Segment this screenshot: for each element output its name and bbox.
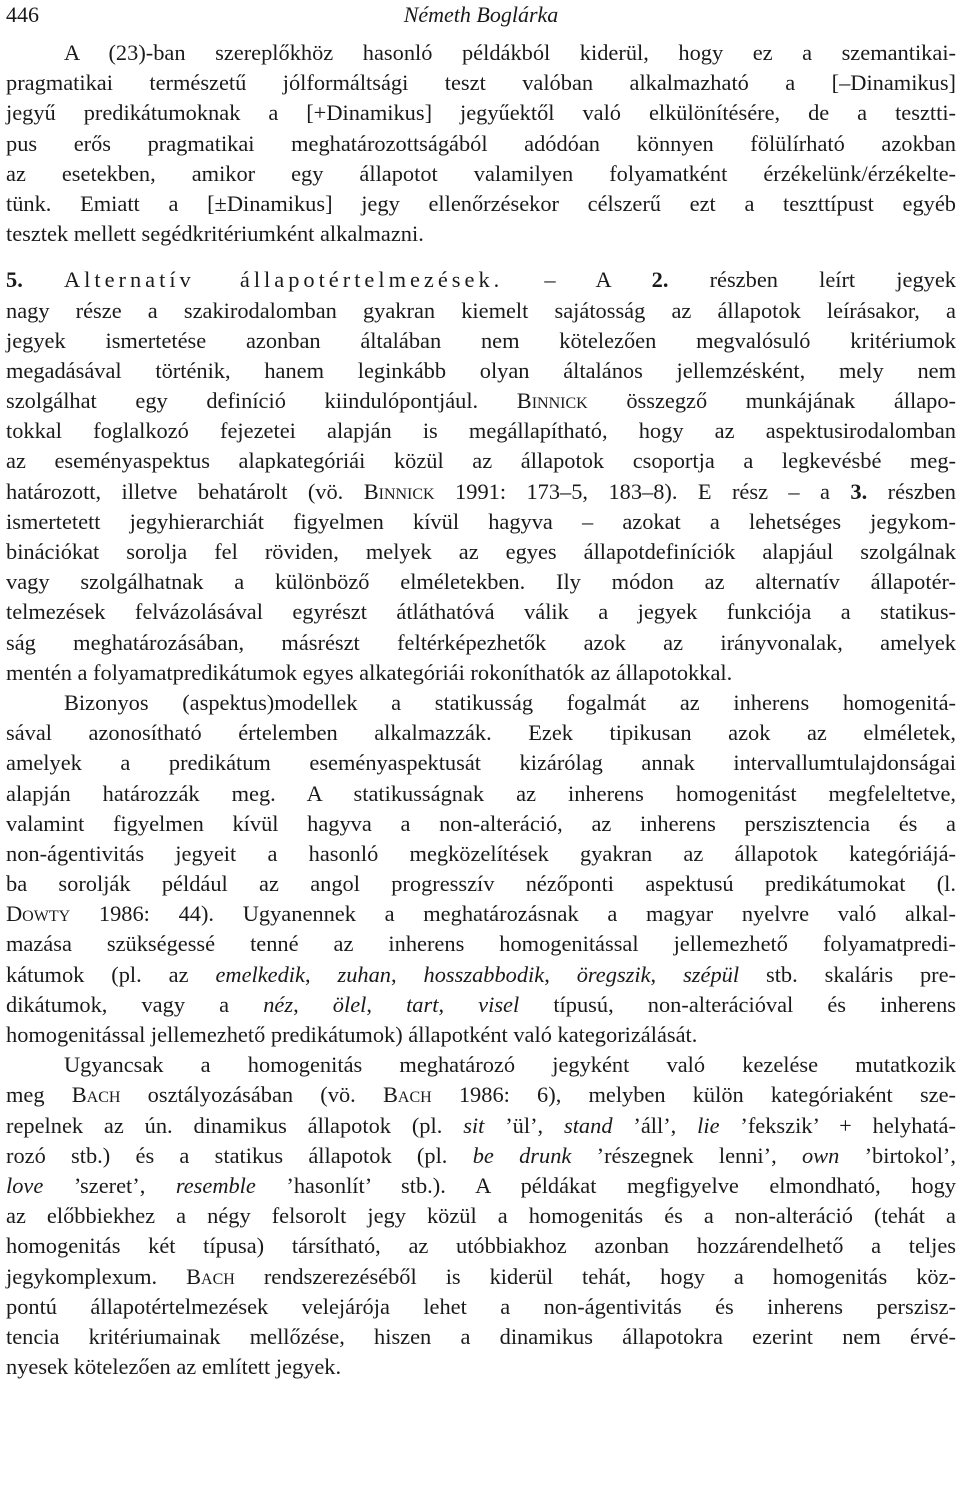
document-page <box>6 0 956 1382</box>
author-name: Binnick <box>363 478 435 504</box>
text-line: pus erős pragmatikai meghatározottságából adódóan könnyen fölülírható azokban <box>6 130 956 156</box>
text-line: az eseményaspektus alapkategóriái közül az állapotok csoportja a legkevésbé meg- <box>6 448 956 474</box>
text-line: nagy része a szakirodalomban gyakran kiemelt sajátosság az állapotok leírásakor, a <box>6 297 956 323</box>
text-line: az esetekben, amikor egy állapotot valamilyen folyamatként érzékelünk/érzékelte- <box>6 160 956 186</box>
text-line: tesztek mellett segédkritériumként alkalmazni. <box>6 221 424 247</box>
text-line: Dowty 1986: 44). Ugyanennek a meghatározásnak a magyar nyelvre való alkal- <box>6 901 956 927</box>
running-head <box>6 0 956 32</box>
text-line: amelyek a predikátum eseményaspektusát kizárólag annak intervallumtulajdonságai <box>6 750 956 776</box>
text-line: meg Bach osztályozásában (vö. Bach 1986: 6), melyben külön kategóriaként sze- <box>6 1082 956 1108</box>
section-title: Alternatív állapotértelmezések. <box>63 267 504 293</box>
paragraph-4 <box>6 1050 956 1382</box>
text-line: 5. Alternatív állapotértelmezések. – A 2. részben leírt jegyek <box>6 267 956 293</box>
text-line: repelnek az ún. dinamikus állapotok (pl. sit ’ül’, stand ’áll’, lie ’fekszik’ + helyhatá- <box>6 1112 956 1138</box>
text-line: Bizonyos (aspektus)modellek a statikusság fogalmát az inherens homogenitá- <box>64 689 956 715</box>
text-line: ismertetett jegyhierarchiát figyelmen kívül hagyva – azokat a lehetséges jegykom- <box>6 508 956 534</box>
text-line: pragmatikai természetű jólformáltsági teszt valóban alkalmazható a [–Dinamikus] <box>6 70 956 96</box>
text-line: homogenitás két típusa) társítható, az utóbbiakhoz azonban hozzárendelhető a teljes <box>6 1233 956 1259</box>
text-line: Ugyancsak a homogenitás meghatározó jegyként való kezelése mutatkozik <box>64 1052 956 1078</box>
text-line: tencia kritériumainak mellőzése, hiszen a dinamikus állapotokra ezerint nem érvé- <box>6 1323 956 1349</box>
text-line: jegyű predikátumoknak a [+Dinamikus] jegyűektől való elkülönítésére, de a tesztti- <box>6 100 956 126</box>
author-name: Bach <box>71 1082 121 1108</box>
text-line: tokkal foglalkozó fejezetei alapján is megállapítható, hogy az aspektusirodalomban <box>6 418 956 444</box>
text-line: alapján határozzák meg. A statikusságnak az inherens homogenitást megfeleltetve, <box>6 780 956 806</box>
text-line: nyesek kötelezően az említett jegyek. <box>6 1354 342 1380</box>
text-line: telmezések felvázolásával egyrészt átláthatóvá válik a jegyek funkciója a statikus- <box>6 599 956 625</box>
text-line: ság meghatározásában, másrészt feltérképezhetők azok az irányvonalak, amelyek <box>6 629 956 655</box>
author-name: Binnick <box>516 388 588 414</box>
text-line: sával azonosítható értelemben alkalmazzák. Ezek tipikusan azok az elméletek, <box>6 720 956 746</box>
text-line: love ’szeret’, resemble ’hasonlít’ stb.). A példákat megfigyelve elmondható, hogy <box>6 1172 956 1198</box>
page-number: 446 <box>6 2 39 27</box>
text-line: vagy szolgálhatnak a különböző elméletekben. Ily módon az alternatív állapotér- <box>6 569 956 595</box>
running-title: Németh Boglárka <box>403 2 559 27</box>
text-line: mazása szükségessé tenné az inherens homogenitással jellemezhető folyamatpredi- <box>6 931 956 957</box>
text-line: jegyek ismertetése azonban általában nem kötelezően megvalósuló kritériumok <box>6 327 956 353</box>
text-line: valamint figyelmen kívül hagyva a non-alteráció, az inherens perszisztencia és a <box>6 810 956 836</box>
paragraph-3 <box>6 688 956 1050</box>
author-name: Dowty <box>6 901 71 927</box>
text-line: megadásával történik, hanem leginkább olyan általános jellemzésként, mely nem <box>6 357 956 383</box>
text-line: kátumok (pl. az emelkedik, zuhan, hosszabbodik, öregszik, szépül stb. skaláris pre- <box>6 961 956 987</box>
text-line: jegykomplexum. Bach rendszerezéséből is kiderül tehát, hogy a homogenitás köz- <box>6 1263 956 1289</box>
text-line: binációkat sorolja fel röviden, melyek az egyes állapotdefiníciók alapjául szolgálnak <box>6 539 956 564</box>
text-line: szolgálhat egy definíció kiindulópontjául. Binnick összegző munkájának állapo- <box>6 388 956 414</box>
text-line: rozó stb.) és a statikus állapotok (pl. be drunk ’részegnek lenni’, own ’birtokol’, <box>6 1142 956 1168</box>
section-5-paragraph <box>6 265 956 688</box>
text-line: mentén a folyamatpredikátumok egyes alkategóriái rokoníthatók az állapotokkal. <box>6 659 733 685</box>
author-name: Bach <box>186 1263 235 1289</box>
author-name: Bach <box>382 1082 432 1108</box>
text-line: az előbbiekhez a négy felsorolt jegy közül a homogenitás és a non-alteráció (tehát a <box>6 1203 956 1229</box>
text-line: A (23)-ban szereplőkhöz hasonló példákból kiderül, hogy ez a szemantikai- <box>64 40 956 65</box>
text-line: határozott, illetve behatárolt (vö. Binnick 1991: 173–5, 183–8). E rész – a 3. részben <box>6 478 956 504</box>
text-line: ba sorolják például az angol progresszív nézőponti aspektusú predikátumokat (l. <box>6 871 956 897</box>
text-line: pontú állapotértelmezések velejárója lehet a non-ágentivitás és inherens perszisz- <box>6 1293 956 1319</box>
paragraph-1 <box>6 38 956 249</box>
text-line: non-ágentivitás jegyeit a hasonló megközelítések gyakran az állapotok kategóriájá- <box>6 840 956 866</box>
section-number: 5. <box>6 267 23 293</box>
text-line: dikátumok, vagy a néz, ölel, tart, visel típusú, non-alterációval és inherens <box>6 991 956 1017</box>
text-line: tünk. Emiatt a [±Dinamikus] jegy ellenőrzésekor célszerű ezt a teszttípust egyéb <box>6 190 956 216</box>
text-line: homogenitással jellemezhető predikátumok) állapotként való kategorizálását. <box>6 1022 698 1047</box>
